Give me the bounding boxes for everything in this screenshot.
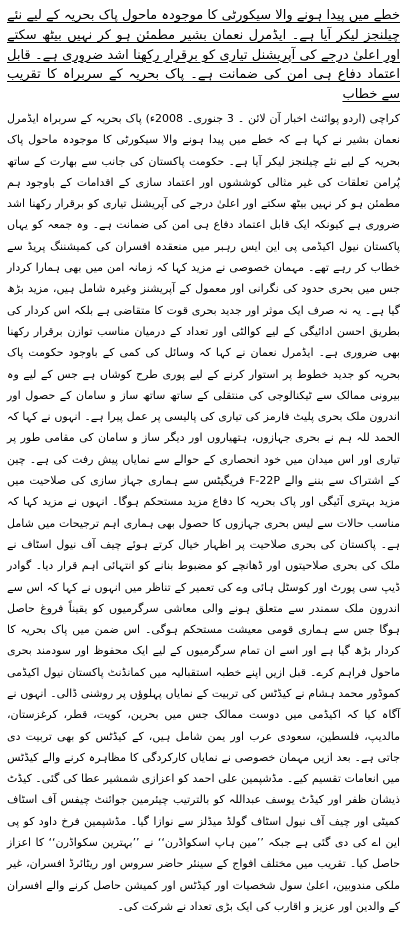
article-headline: خطے میں پیدا ہونے والا سیکورٹی کا موجودہ ماحول پاک بحریہ کے لیے نئے چیلنجز لیکر آیا ہے۔ ایڈمرل نعمان بشیر مطمئن ہو کر نہیں بیٹھ سکتے اور اعلیٰ درجے کی آپریشنل تیاری کو برقرار رکھنا اشد ضروری ہے۔ قابل اعتماد دفاع ہی امن کی ضمانت ہے۔ پاک بحریہ کے سربراہ کا تقریب سے خطاب: [7, 8, 400, 103]
article-body: کراچی (اردو پوائنٹ اخبار آن لائن ۔ 3 جنوری۔ 2008ء) پاک بحریہ کے سربراہ ایڈمرل نعمان بشیر نے کہا ہے کہ خطے میں پیدا ہونے والا سیکورٹی کا موجودہ ماحول پاک بحریہ کے لیے نئے چیلنجز لیکر آیا ہے۔ حکومت پاکستان کی جانب سے بھارت کے ساتھ پُرامن تعلقات کی غیر مثالی کوششوں اور اعتماد سازی کے اقدامات کے باوجود ہم مطمئن ہو کر نہیں بیٹھ سکتے اور اعلیٰ درجے کی آپریشنل تیاری کو برقرار رکھنا اشد ضروری ہے کیونکہ ایک قابل اعتماد دفاع ہی امن کی ضمانت ہے۔ وہ جمعہ کو یہاں پاکستان نیول اکیڈمی پی این ایس رہبر میں منعقدہ افسران کی کمیشننگ پریڈ سے خطاب کر رہے تھے۔ مہمان خصوصی نے مزید کہا کہ زمانہ امن میں بھی ہمارا کردار جس میں بحری حدود کی نگرانی اور معمول کے آپریشنز وغیرہ شامل ہیں، مزید بڑھ گیا ہے۔ یہ نہ صرف ایک موثر اور جدید بحری قوت کا متقاضی ہے بلکہ اس کردار کی بطریق احسن ادائیگی کے لیے کوالٹی اور تعداد کے درمیان مناسب توازن برقرار رکھنا بھی ضروری ہے۔ ایڈمرل نعمان نے کہا کہ وسائل کی کمی کے باوجود حکومت پاک بحریہ کو جدید خطوط پر استوار کرنے کے لیے پوری طرح کوشاں ہے جس کے لیے وہ بیرونی ممالک سے ٹیکنالوجی کی منتقلی کے ساتھ ساتھ ساز و سامان کے حصول اور اندرون ملک بحری پلیٹ فارمز کی تیاری کی پالیسی پر عمل پیرا ہے۔ انہوں نے کہا کہ الحمد للہ ہم نے بحری جہازوں، ہتھیاروں اور دیگر ساز و سامان کی مقامی طور پر تیاری اور اس میدان میں خود انحصاری کے حوالے سے نمایاں پیش رفت کی ہے۔ چین کے اشتراک سے بننے والے F-22P فریگیٹس سے ہماری جہاز سازی کی صلاحیت میں مزید بہتری آئیگی اور پاک بحریہ کا دفاع مزید مستحکم ہوگا۔ انہوں نے مزید کہا کہ مناسب حالات سے لیس بحری جہازوں کا حصول بھی ہماری اہم ترجیحات میں شامل ہے۔ پاکستان کی بحری صلاحیت پر اظہار خیال کرتے ہوئے چیف آف نیول اسٹاف نے ملک کی بحری صلاحیتوں اور ڈھانچے کو مضبوط بنانے کو انتہائی اہم قرار دیا۔ گوادر ڈیپ سی پورٹ اور کوسٹل ہائی وے کی تعمیر کے تناظر میں انہوں نے کہا کہ اس سے اندرون ملک سمندر سے متعلق ہونے والی معاشی سرگرمیوں کو یقیناً فروغ حاصل ہوگا جس سے ہماری قومی معیشت مستحکم ہوگی۔ اس ضمن میں پاک بحریہ کا کردار بڑھ گیا ہے اور اسے ان تمام سرگرمیوں کے لیے ایک محفوظ اور سودمند بحری ماحول فراہم کرے۔ قبل ازیں اپنے خطبہ استقبالیہ میں کمانڈنٹ پاکستان نیول اکیڈمی کموڈور محمد ہشام نے کیڈٹس کی تربیت کے نمایاں پہلوؤں پر روشنی ڈالی۔ انہوں نے آگاہ کیا کہ اکیڈمی میں دوست ممالک جس میں بحرین، کویت، قطر، کرغزستان، مالدیپ، فلسطین، سعودی عرب اور یمن شامل ہیں، کے کیڈٹس کو بھی تربیت دی جاتی ہے۔ بعد ازیں مہمان خصوصی نے نمایاں کارکردگی کا مظاہرہ کرنے والے کیڈٹس میں انعامات تقسیم کیے۔ مڈشپمین علی احمد کو اعزازی شمشیر عطا کی گئی۔ کیڈٹ ذیشان ظفر اور کیڈٹ یوسف عبداللہ کو بالترتیب چیئرمین جوائنٹ چیفس آف اسٹاف کمیٹی اور چیف آف نیول اسٹاف گولڈ میڈلز سے نوازا گیا۔ مڈشپمین فرخ داود کو پی این اے کی دی گئی ہے جبکہ ’’مین ہاپ اسکواڈرن‘‘ نے ’’بہترین سکواڈرن‘‘ کا اعزاز حاصل کیا۔ تقریب میں مختلف افواج کے سینئر حاضر سروس اور ریٹائرڈ افسران، غیر ملکی مندوبین، اعلیٰ سول شخصیات اور کیڈٹس اور کمیشن حاصل کرنے والے افسران کے والدین اور عزیز و اقارب کی ایک بڑی تعداد نے شرکت کی۔: [7, 111, 400, 913]
